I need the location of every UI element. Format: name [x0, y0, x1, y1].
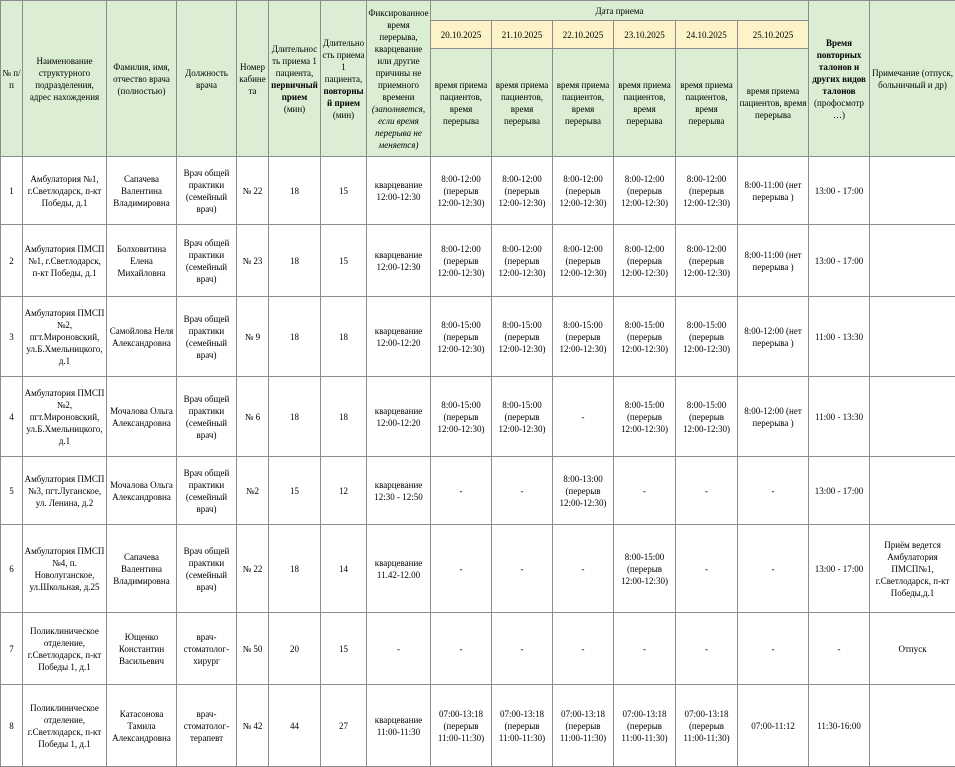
break-cell: кварцевание 12:00-12:30: [367, 225, 431, 297]
table-row: [1, 457, 955, 525]
day-cell: 8:00-15:00 (перерыв 12:00-12:30): [614, 297, 676, 377]
day-cell: -: [676, 525, 738, 613]
row-number: 2: [1, 225, 23, 297]
room-cell: № 6: [237, 377, 269, 457]
talons-cell: -: [809, 613, 870, 685]
header-date-group: Дата приема: [431, 1, 809, 21]
day-cell: 8:00-12:00 (перерыв 12:00-12:30): [553, 157, 614, 225]
day-cell: 07:00-11:12: [738, 685, 809, 767]
table-row: [1, 525, 955, 613]
day-cell: 07:00-13:18 (перерыв 11:00-11:30): [676, 685, 738, 767]
unit-cell: Амбулатория ПМСП №2, пгт.Мироновский, ул.Б.Хмельницкого, д.1: [23, 377, 107, 457]
day-cell: 8:00-15:00 (перерыв 12:00-12:30): [553, 297, 614, 377]
header-num: № п/п: [1, 1, 23, 157]
doctor-cell: Самойлова Неля Александровна: [107, 297, 177, 377]
unit-cell: Амбулатория ПМСП №1, г.Светлодарск, п-кт Победы, д.1: [23, 225, 107, 297]
day-cell: -: [676, 613, 738, 685]
note-cell: [870, 225, 955, 297]
day-cell: -: [492, 457, 553, 525]
day-cell: 8:00-12:00 (перерыв 12:00-12:30): [676, 157, 738, 225]
day-cell: -: [738, 525, 809, 613]
day-cell: 07:00-13:18 (перерыв 11:00-11:30): [553, 685, 614, 767]
header-date-sub: время приема пациентов, время перерыва: [553, 49, 614, 157]
day-cell: 8:00-15:00 (перерыв 12:00-12:30): [614, 525, 676, 613]
table-row: [1, 157, 955, 225]
unit-cell: Амбулатория ПМСП №4, п. Новолуганское, ул.Школьная, д.25: [23, 525, 107, 613]
day-cell: 8:00-15:00 (перерыв 12:00-12:30): [431, 377, 492, 457]
day-cell: 8:00-15:00 (перерыв 12:00-12:30): [492, 377, 553, 457]
day-cell: 8:00-12:00 (перерыв 12:00-12:30): [614, 157, 676, 225]
room-cell: №2: [237, 457, 269, 525]
note-cell: [870, 377, 955, 457]
day-cell: 8:00-12:00 (нет перерыва ): [738, 377, 809, 457]
day-cell: 8:00-12:00 (перерыв 12:00-12:30): [431, 225, 492, 297]
header-repeat: Длительность приема 1 пациента, повторный прием (мин): [321, 1, 367, 157]
day-cell: -: [431, 525, 492, 613]
day-cell: -: [738, 457, 809, 525]
day-cell: -: [614, 613, 676, 685]
doctor-cell: Ющенко Константин Васильевич: [107, 613, 177, 685]
unit-cell: Амбулатория ПМСП №2, пгт.Мироновский, ул.Б.Хмельницкого, д.1: [23, 297, 107, 377]
position-cell: Врач общей практики (семейный врач): [177, 297, 237, 377]
row-number: 5: [1, 457, 23, 525]
note-cell: Отпуск: [870, 613, 955, 685]
day-cell: 8:00-15:00 (перерыв 12:00-12:30): [676, 297, 738, 377]
position-cell: Врач общей практики (семейный врач): [177, 457, 237, 525]
primary-cell: 44: [269, 685, 321, 767]
break-cell: кварцевание 12:30 - 12:50: [367, 457, 431, 525]
primary-cell: 20: [269, 613, 321, 685]
room-cell: № 9: [237, 297, 269, 377]
room-cell: № 42: [237, 685, 269, 767]
header-date: 20.10.2025: [431, 21, 492, 49]
talons-cell: 13:00 - 17:00: [809, 525, 870, 613]
primary-cell: 18: [269, 157, 321, 225]
day-cell: 8:00-12:00 (нет перерыва ): [738, 297, 809, 377]
break-cell: -: [367, 613, 431, 685]
day-cell: 8:00-12:00 (перерыв 12:00-12:30): [676, 225, 738, 297]
position-cell: Врач общей практики (семейный врач): [177, 225, 237, 297]
day-cell: -: [553, 377, 614, 457]
row-number: 7: [1, 613, 23, 685]
talons-cell: 13:00 - 17:00: [809, 225, 870, 297]
doctor-cell: Сапачева Валентина Владимировна: [107, 525, 177, 613]
room-cell: № 22: [237, 525, 269, 613]
day-cell: 07:00-13:18 (перерыв 11:00-11:30): [614, 685, 676, 767]
break-cell: кварцевание 12:00-12:20: [367, 377, 431, 457]
repeat-cell: 18: [321, 297, 367, 377]
day-cell: 8:00-12:00 (перерыв 12:00-12:30): [492, 157, 553, 225]
day-cell: -: [492, 613, 553, 685]
day-cell: -: [431, 457, 492, 525]
day-cell: 8:00-11:00 (нет перерыва ): [738, 157, 809, 225]
day-cell: 8:00-15:00 (перерыв 12:00-12:30): [431, 297, 492, 377]
day-cell: -: [614, 457, 676, 525]
header-unit: Наименование структурного подразделения, адрес нахождения: [23, 1, 107, 157]
primary-cell: 18: [269, 297, 321, 377]
header-doctor: Фамилия, имя, отчество врача (полностью): [107, 1, 177, 157]
header-date: 21.10.2025: [492, 21, 553, 49]
row-number: 4: [1, 377, 23, 457]
header-note: Примечание (отпуск, больничный и др): [870, 1, 955, 157]
day-cell: 8:00-11:00 (нет перерыва ): [738, 225, 809, 297]
header-date: 25.10.2025: [738, 21, 809, 49]
header-date-sub: время приема пациентов, время перерыва: [492, 49, 553, 157]
day-cell: -: [431, 613, 492, 685]
unit-cell: Амбулатория №1, г.Светлодарск, п-кт Победы, д.1: [23, 157, 107, 225]
break-cell: кварцевание 11:00-11:30: [367, 685, 431, 767]
day-cell: 07:00-13:18 (перерыв 11:00-11:30): [492, 685, 553, 767]
talons-cell: 11:30-16:00: [809, 685, 870, 767]
day-cell: 8:00-12:00 (перерыв 12:00-12:30): [614, 225, 676, 297]
position-cell: врач-стоматолог-хирург: [177, 613, 237, 685]
position-cell: врач-стоматолог-терапевт: [177, 685, 237, 767]
note-cell: [870, 685, 955, 767]
note-cell: [870, 457, 955, 525]
unit-cell: Амбулатория ПМСП №3, пгт.Луганское, ул. Ленина, д.2: [23, 457, 107, 525]
talons-cell: 13:00 - 17:00: [809, 157, 870, 225]
table-row: [1, 225, 955, 297]
doctor-cell: Мочалова Ольга Александровна: [107, 457, 177, 525]
row-number: 3: [1, 297, 23, 377]
repeat-cell: 14: [321, 525, 367, 613]
note-cell: [870, 297, 955, 377]
day-cell: 8:00-12:00 (перерыв 12:00-12:30): [553, 225, 614, 297]
row-number: 6: [1, 525, 23, 613]
day-cell: 8:00-15:00 (перерыв 12:00-12:30): [614, 377, 676, 457]
header-primary: Длительность приема 1 пациента, первичный прием (мин): [269, 1, 321, 157]
day-cell: -: [738, 613, 809, 685]
day-cell: 8:00-15:00 (перерыв 12:00-12:30): [676, 377, 738, 457]
break-cell: кварцевание 11.42-12.00: [367, 525, 431, 613]
table-row: [1, 297, 955, 377]
row-number: 8: [1, 685, 23, 767]
primary-cell: 18: [269, 525, 321, 613]
header-date: 22.10.2025: [553, 21, 614, 49]
repeat-cell: 12: [321, 457, 367, 525]
room-cell: № 50: [237, 613, 269, 685]
day-cell: 8:00-12:00 (перерыв 12:00-12:30): [492, 225, 553, 297]
unit-cell: Поликлиническое отделение, г.Светлодарск, п-кт Победы 1, д.1: [23, 685, 107, 767]
day-cell: -: [676, 457, 738, 525]
table-row: [1, 685, 955, 767]
repeat-cell: 15: [321, 225, 367, 297]
header-date-sub: время приема пациентов, время перерыва: [676, 49, 738, 157]
day-cell: -: [492, 525, 553, 613]
doctor-cell: Мочалова Ольга Александровна: [107, 377, 177, 457]
repeat-cell: 27: [321, 685, 367, 767]
table-row: [1, 613, 955, 685]
table-row: [1, 377, 955, 457]
primary-cell: 15: [269, 457, 321, 525]
position-cell: Врач общей практики (семейный врач): [177, 157, 237, 225]
primary-cell: 18: [269, 377, 321, 457]
day-cell: 8:00-15:00 (перерыв 12:00-12:30): [492, 297, 553, 377]
talons-cell: 11:00 - 13:30: [809, 377, 870, 457]
day-cell: 8:00-13:00 (перерыв 12:00-12:30): [553, 457, 614, 525]
header-date-sub: время приема пациентов, время перерыва: [614, 49, 676, 157]
doctor-cell: Сапачева Валентина Владимировна: [107, 157, 177, 225]
header-room: Номер кабинета: [237, 1, 269, 157]
header-date-sub: время приема пациентов, время перерыва: [431, 49, 492, 157]
unit-cell: Поликлиническое отделение, г.Светлодарск, п-кт Победы 1, д.1: [23, 613, 107, 685]
day-cell: 8:00-12:00 (перерыв 12:00-12:30): [431, 157, 492, 225]
room-cell: № 23: [237, 225, 269, 297]
talons-cell: 13:00 - 17:00: [809, 457, 870, 525]
row-number: 1: [1, 157, 23, 225]
room-cell: № 22: [237, 157, 269, 225]
talons-cell: 11:00 - 13:30: [809, 297, 870, 377]
header-date-sub: время приема пациентов, время перерыва: [738, 49, 809, 157]
break-cell: кварцевание 12:00-12:20: [367, 297, 431, 377]
repeat-cell: 18: [321, 377, 367, 457]
position-cell: Врач общей практики (семейный врач): [177, 525, 237, 613]
header-date: 24.10.2025: [676, 21, 738, 49]
primary-cell: 18: [269, 225, 321, 297]
repeat-cell: 15: [321, 613, 367, 685]
header-break: Фиксированное время перерыва, кварцевание или другие причины не приемного времени (заполняется, если время перерыва не меняется): [367, 1, 431, 157]
doctor-cell: Болховитина Елена Михайловна: [107, 225, 177, 297]
repeat-cell: 15: [321, 157, 367, 225]
break-cell: кварцевание 12:00-12:30: [367, 157, 431, 225]
table-body: [1, 157, 955, 767]
note-cell: [870, 157, 955, 225]
day-cell: -: [553, 613, 614, 685]
doctor-cell: Катасонова Тамила Александровна: [107, 685, 177, 767]
header-date: 23.10.2025: [614, 21, 676, 49]
note-cell: Приём ведется Амбулатория ПМСП№1, г.Светлодарск, п-кт Победы,д.1: [870, 525, 955, 613]
position-cell: Врач общей практики (семейный врач): [177, 377, 237, 457]
header-position: Должность врача: [177, 1, 237, 157]
day-cell: 07:00-13:18 (перерыв 11:00-11:30): [431, 685, 492, 767]
header-repeat-talons: Время повторных талонов и других видов талонов (профосмотр …): [809, 1, 870, 157]
day-cell: -: [553, 525, 614, 613]
